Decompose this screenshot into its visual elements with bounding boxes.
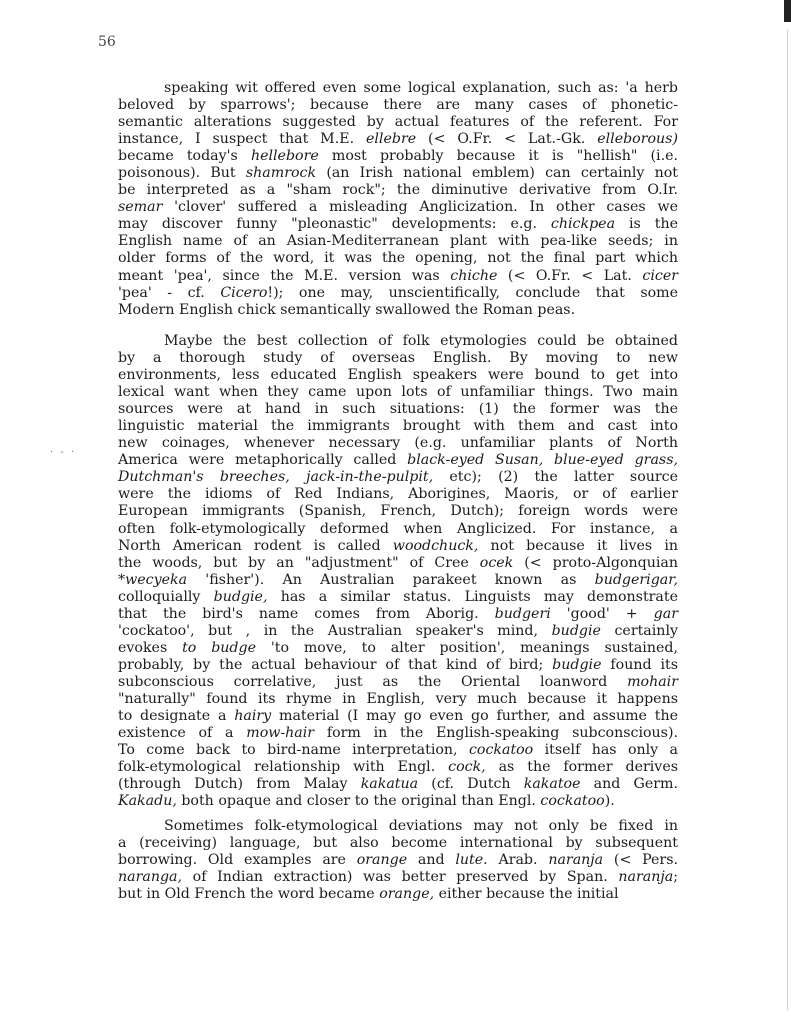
text-line: [118, 131, 678, 148]
text-line: [118, 350, 678, 367]
text-line: [118, 148, 678, 165]
paragraph: [118, 333, 678, 810]
italic-term: mow-hair: [246, 725, 315, 742]
text-line: [118, 452, 678, 469]
paragraph: [118, 80, 678, 319]
scan-edge-mark: [784, 0, 791, 22]
italic-term: budgie: [551, 622, 601, 639]
text-run: etc); (2) the latter source: [433, 469, 678, 486]
italic-term: kakatua: [360, 776, 419, 793]
text-run: meant 'pea', since the M.E. version was: [118, 267, 451, 284]
text-line: [118, 835, 678, 852]
italic-term: orange: [356, 852, 408, 869]
text-line: [118, 725, 678, 742]
text-line: [118, 793, 678, 810]
italic-term: ocek: [479, 554, 514, 571]
italic-term: budgie,: [213, 588, 268, 605]
text-run: probably, by the actual behaviour of that kind of bird;: [118, 656, 553, 673]
italic-term: mohair: [627, 673, 678, 690]
text-run: 'good' +: [550, 605, 654, 622]
text-run: "naturally" found its rhyme in English, very much because it happens: [118, 690, 678, 707]
text-run: evokes: [118, 639, 183, 656]
text-line: [118, 852, 678, 869]
text-run: and: [407, 852, 456, 869]
italic-term: *wecyeka: [118, 571, 188, 588]
text-run: 'pea' - cf.: [118, 284, 221, 301]
text-line: [118, 302, 678, 319]
italic-term: kakatoe: [523, 776, 581, 793]
text-line: [118, 759, 678, 776]
text-run: ;: [673, 869, 678, 886]
italic-term: Dutchman's breeches, jack-in-the-pulpit,: [118, 469, 434, 486]
text-run: 'cockatoo', but , in the Australian speaker's mind,: [118, 622, 552, 639]
text-run: To come back to bird-name interpretation,: [118, 742, 469, 759]
italic-term: Cicero: [220, 284, 268, 301]
text-line: [118, 435, 678, 452]
text-run: (an Irish national emblem) can certainly not: [316, 165, 678, 182]
text-run: instance, I suspect that M.E.: [118, 131, 366, 148]
text-line: [118, 486, 678, 503]
text-line: [118, 657, 678, 674]
paragraph: [118, 818, 678, 903]
text-line: [118, 521, 678, 538]
text-run: be interpreted as a "sham rock"; the diminutive derivative from O.Ir.: [118, 182, 678, 199]
italic-term: woodchuck,: [392, 537, 479, 554]
text-run: semantic alterations suggested by actual features of the referent. For: [118, 114, 678, 131]
text-run: the woods, but by an "adjustment" of Cree: [118, 554, 480, 571]
text-run: 'fisher'). An Australian parakeet known as: [187, 571, 595, 588]
italic-term: ellebre: [366, 131, 417, 148]
text-run: either because the initial: [434, 886, 619, 903]
text-run: both opaque and closer to the original than Engl.: [176, 793, 541, 810]
text-run: Modern English chick semantically swallowed the Roman peas.: [118, 301, 576, 318]
text-run: 'to move, to alter position', meanings sustained,: [255, 639, 678, 656]
text-line: [118, 691, 678, 708]
text-run: (< proto-Algonquian: [513, 554, 678, 571]
text-run: may discover funny "pleonastic" developments: e.g.: [118, 216, 551, 233]
text-run: were the idioms of Red Indians, Aborigines, Maoris, or of earlier: [118, 486, 678, 503]
text-line: [118, 384, 678, 401]
text-line: [118, 886, 678, 903]
text-run: material (I may go even go further, and assume the: [271, 708, 678, 725]
text-run: European immigrants (Spanish, French, Dutch); foreign words were: [118, 503, 678, 520]
text-line: [118, 114, 678, 131]
text-run: poisonous). But: [118, 165, 246, 182]
text-line: [118, 80, 678, 97]
text-line: [118, 250, 678, 267]
text-run: that the bird's name comes from Aborig.: [118, 605, 495, 622]
italic-term: naranga,: [118, 869, 183, 886]
text-run: America were metaphorically called: [118, 452, 408, 469]
text-run: North American rodent is called: [118, 537, 393, 554]
text-run: most probably because it is "hellish" (i.e.: [318, 148, 679, 165]
text-run: subconscious correlative, just as the Oriental loanword: [118, 673, 628, 690]
text-line: [118, 606, 678, 623]
italic-term: Kakadu,: [118, 793, 177, 810]
text-line: [118, 469, 678, 486]
text-line: [118, 555, 678, 572]
text-run: a (receiving) language, but also become international by subsequent: [118, 835, 678, 852]
italic-term: chiche: [450, 267, 498, 284]
text-run: speaking wit offered even some logical explanation, such as: 'a herb: [164, 80, 678, 96]
text-line: [118, 503, 678, 520]
text-run: but in Old French the word became: [118, 886, 380, 903]
text-line: [118, 285, 678, 302]
italic-term: gar: [653, 605, 678, 622]
text-line: [118, 367, 678, 384]
italic-term: hairy: [234, 708, 272, 725]
text-line: [118, 538, 678, 555]
italic-term: naranja: [618, 869, 674, 886]
text-run: Sometimes folk-etymological deviations may not only be fixed in: [164, 818, 678, 834]
italic-term: orange,: [379, 886, 435, 903]
scan-artifact: · - ·: [50, 447, 77, 458]
italic-term: budgie: [552, 656, 602, 673]
italic-term: cockatoo: [468, 742, 534, 759]
italic-term: budgeri: [494, 605, 551, 622]
text-line: [118, 623, 678, 640]
text-line: [118, 776, 678, 793]
text-run: linguistic material the immigrants brought with them and cast into: [118, 418, 678, 435]
text-run: (through Dutch) from Malay: [118, 776, 361, 793]
text-run: ).: [604, 793, 615, 810]
text-run: of Indian extraction) was better preserved by Span.: [182, 869, 619, 886]
text-run: (cf. Dutch: [418, 776, 524, 793]
text-line: [118, 199, 678, 216]
text-run: (< O.Fr. < Lat.-Gk.: [416, 131, 598, 148]
text-line: [118, 818, 678, 835]
text-run: is the: [615, 216, 679, 233]
text-run: 'clover' suffered a misleading Anglicization. In other cases we: [162, 199, 678, 216]
italic-term: to budge: [182, 639, 256, 656]
text-line: [118, 216, 678, 233]
text-run: !); one may, unscientifically, conclude that some: [267, 284, 678, 301]
text-run: form in the English-speaking subconscious).: [314, 725, 678, 742]
text-line: [118, 572, 678, 589]
text-run: folk-etymological relationship with Engl.: [118, 759, 449, 776]
text-run: sources were at hand in such situations: (1) the former was the: [118, 401, 678, 418]
text-line: [118, 182, 678, 199]
italic-term: chickpea: [550, 216, 616, 233]
text-line: [118, 333, 678, 350]
text-line: [118, 674, 678, 691]
text-run: as the former derives: [485, 759, 678, 776]
text-line: [118, 268, 678, 285]
text-run: Arab.: [487, 852, 549, 869]
text-run: borrowing. Old examples are: [118, 852, 357, 869]
text-run: by a thorough study of overseas English. By moving to new: [118, 350, 678, 367]
text-run: older forms of the word, it was the opening, not the final part which: [118, 250, 678, 267]
text-run: English name of an Asian-Mediterranean plant with pea-like seeds; in: [118, 233, 678, 250]
text-run: existence of a: [118, 725, 247, 742]
text-line: [118, 589, 678, 606]
text-line: [118, 742, 678, 759]
text-run: (< O.Fr. < Lat.: [497, 267, 643, 284]
text-run: certainly: [600, 622, 678, 639]
text-line: [118, 640, 678, 657]
text-run: to designate a: [118, 708, 235, 725]
italic-term: lute.: [455, 852, 488, 869]
text-line: [118, 233, 678, 250]
italic-term: hellebore: [250, 148, 319, 165]
text-run: environments, less educated English speakers were bound to get into: [118, 367, 678, 384]
text-run: has a similar status. Linguists may demonstrate: [267, 588, 678, 605]
italic-term: elleborous): [597, 131, 678, 148]
text-run: itself has only a: [533, 742, 679, 759]
text-run: and Germ.: [580, 776, 679, 793]
italic-term: budgerigar,: [594, 571, 678, 588]
text-run: (< Pers.: [603, 852, 679, 869]
text-run: not because it lives in: [478, 537, 678, 554]
text-line: [118, 418, 678, 435]
text-line: [118, 165, 678, 182]
text-run: found its: [601, 656, 678, 673]
italic-term: naranja: [548, 852, 604, 869]
text-run: colloquially: [118, 588, 214, 605]
text-run: Maybe the best collection of folk etymologies could be obtained: [164, 333, 678, 349]
italic-term: shamrock: [245, 165, 317, 182]
text-run: became today's: [118, 148, 251, 165]
italic-term: black-eyed Susan, blue-eyed grass,: [407, 452, 678, 469]
text-line: [118, 869, 678, 886]
text-run: often folk-etymologically deformed when Anglicized. For instance, a: [118, 520, 678, 537]
text-line: [118, 97, 678, 114]
italic-term: cock,: [448, 759, 486, 776]
page-number: 56: [98, 34, 116, 50]
text-run: new coinages, whenever necessary (e.g. unfamiliar plants of North: [118, 435, 678, 452]
italic-term: cockatoo: [540, 793, 605, 810]
text-run: beloved by sparrows'; because there are many cases of phonetic-: [118, 97, 678, 114]
text-line: [118, 708, 678, 725]
italic-term: semar: [118, 199, 163, 216]
text-run: lexical want when they came upon lots of unfamiliar things. Two main: [118, 384, 678, 401]
text-line: [118, 401, 678, 418]
italic-term: cicer: [642, 267, 678, 284]
scan-edge-line: [787, 30, 788, 1010]
